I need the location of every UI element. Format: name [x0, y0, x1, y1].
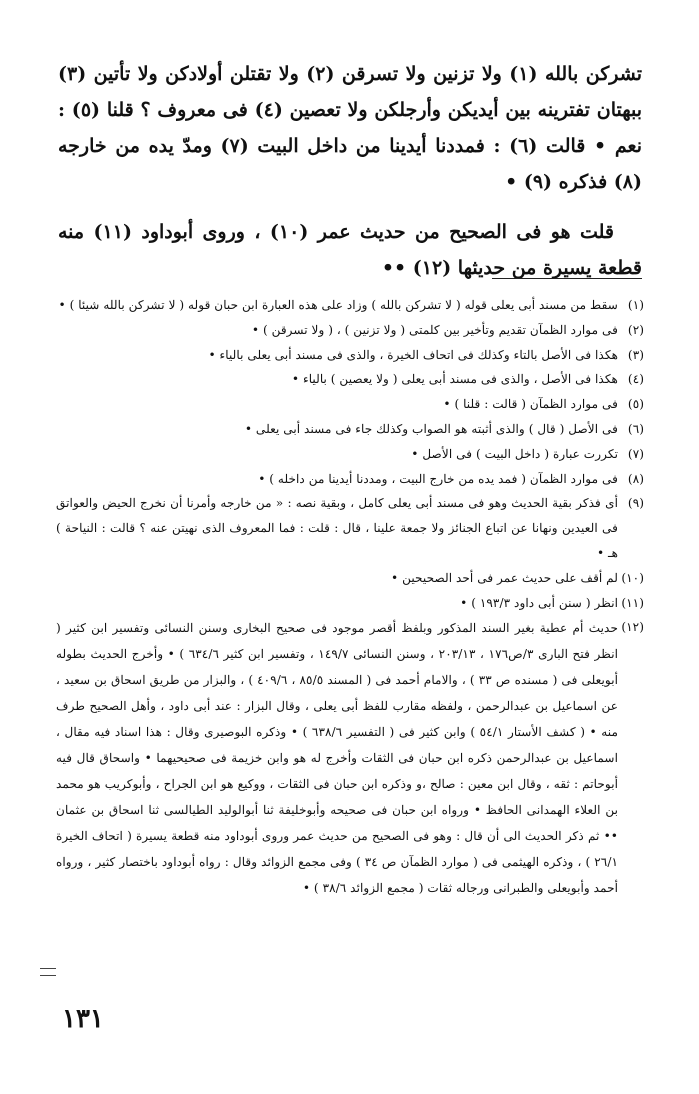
footnote-text: سقط من مسند أبى يعلى قوله ( لا تشركن بالله ) وزاد على هذه العبارة ابن حبان قوله ( لا تشركن بالله شيئا ) • [58, 298, 618, 312]
footnote-number: (١٠) [621, 570, 644, 585]
margin-mark [40, 968, 56, 976]
footnote-text: فى موارد الظمآن ( فمد يده من خارج البيت ، ومددنا أيدينا من داخله ) • [258, 471, 618, 486]
main-paragraph: قلت هو فى الصحيح من حديث عمر (١٠) ، وروى أبوداود (١١) منه قطعة يسيرة من حديثها (١٢) •• [58, 221, 642, 279]
footnote [56, 615, 644, 901]
main-text [58, 56, 642, 286]
footnote-text: حديث أم عطية بغير السند المذكور وبلفظ أقصر موجود فى صحيح البخارى وسنن النسائى وتفسير ابن كثير ( انظر فتح البارى ٣/ص١٧٦ ، ٢٠٣/١٣ ، وسنن النسائى ١٤٩/٧ ، وتفسير ابن كثير ٦٣٤/٦ ) • وأخرج الحديث بطوله أبويعلى فى ( مسنده ص ٣٣ ) ، والامام أحمد فى ( المسند ٨٥/٥ ، ٤٠٩/٦ ) ، والبزار من طريق اسحاق بن سعيد ، عن اسماعيل بن عبدالرحمن ، ولفظه مقارب للفظ أبى يعلى ، وقال البزار : عند أبى داود ، وأهل الصحيح طرف منه • ( كشف الأستار ٥٤/١ ) وابن كثير فى ( التفسير ٦٣٨/٦ ) • وذكره البوصيرى وقال : هذا اسناد فيه مقال ، اسماعيل بن عبدالرحمن ذكره ابن حبان فى الثقات وأخرج له هو وابن خزيمة فى صحيحيهما • واسحاق قال فيه أبوحاتم : ثقه ، وقال ابن معين : صالح ،و وذكره ابن حبان فى الثقات ، ووكيع هو ابن الجراح ، وأبوكريب هو محمد بن العلاء الهمدانى الحافظ • ورواه ابن حبان فى صحيحه وأبوخليفة ثنا أبوالوليد الطيالسى ثنا اسحاق بن عثمان •• ثم ذكر الحديث الى أن قال : وهو فى الصحيح من حديث عمر وروى أبوداود منه قطعة يسيرة ( اتحاف الخيرة ٢٦/١ ) ، وذكره الهيثمى فى ( موارد الظمآن ص ٣٤ ) وفى مجمع الزوائد وقال : رواه أبوداود باختصار كثير ، ورواه أحمد وأبويعلى والطبرانى ورجاله ثقات ( مجمع الزوائد ٣٨/٦ ) • [56, 621, 619, 896]
footnote [56, 442, 644, 467]
footnote [56, 591, 644, 616]
footnote [56, 343, 644, 368]
footnote-number: (٤) [627, 372, 644, 387]
footnote [56, 367, 644, 392]
footnote-number: (١١) [621, 595, 644, 610]
footnote [56, 566, 644, 591]
footnote-separator [492, 278, 642, 279]
footnote-text: فى موارد الظمآن ( قالت : قلنا ) • [443, 397, 618, 412]
footnote-text: تكررت عبارة ( داخل البيت ) فى الأصل • [411, 446, 618, 461]
footnote [56, 491, 644, 565]
footnote [56, 318, 644, 343]
footnote-text: لم أقف على حديث عمر فى أحد الصحيحين • [391, 570, 618, 585]
footnote-text: أى فذكر بقية الحديث وهو فى مسند أبى يعلى كامل ، وبقية نصه : « من خارجه وأمرنا أن نخرج الحيض والعواتق فى العيدين ونهانا عن اتباع الجنائز ولا جمعة علينا ، قال : قلت : فما المعروف الذى نهيتن عنه ؟ قالت : النياحة ) هـ • [56, 496, 618, 560]
footnote-number: (٥) [627, 397, 644, 412]
footnote-text: فى الأصل ( قال ) والذى أثبته هو الصواب وكذلك جاء فى مسند أبى يعلى • [244, 421, 618, 436]
footnote-number: (٩) [627, 496, 644, 511]
footnote-number: (٧) [627, 446, 644, 461]
footnote-number: (٢) [627, 322, 644, 337]
footnote [56, 392, 644, 417]
page-number: ١٣١ [62, 1004, 104, 1034]
footnotes [56, 293, 644, 901]
footnote-text: انظر ( سنن أبى داود ١٩٣/٣ ) • [460, 595, 618, 610]
footnote-text: فى موارد الظمآن تقديم وتأخير بين كلمتى ( ولا تزنين ) ، ( ولا تسرقن ) • [251, 322, 618, 337]
footnote-number: (٣) [627, 347, 644, 362]
footnote-number: (١٢) [621, 620, 644, 635]
footnote-text: هكذا فى الأصل بالتاء وكذلك فى اتحاف الخيرة ، والذى فى مسند أبى يعلى بالياء • [208, 347, 618, 362]
footnote [56, 417, 644, 442]
footnote-text: هكذا فى الأصل ، والذى فى مسند أبى يعلى ( ولا يعصين ) بالياء • [291, 372, 618, 387]
footnote [56, 293, 644, 318]
footnote-number: (٦) [627, 421, 644, 436]
footnote-number: (١) [627, 298, 644, 312]
footnote-number: (٨) [627, 471, 644, 486]
main-paragraph: تشركن بالله (١) ولا تزنين ولا تسرقن (٢) ولا تقتلن أولادكن ولا تأتين (٣) ببهتان تفترينه بين أيديكن وأرجلكن ولا تعصين (٤) فى معروف ؟ قلنا (٥) : نعم • قالت (٦) : فمددنا أيدينا من داخل البيت (٧) ومدّ يده من خارجه (٨) فذكره (٩) • [58, 63, 643, 193]
footnote [56, 467, 644, 492]
